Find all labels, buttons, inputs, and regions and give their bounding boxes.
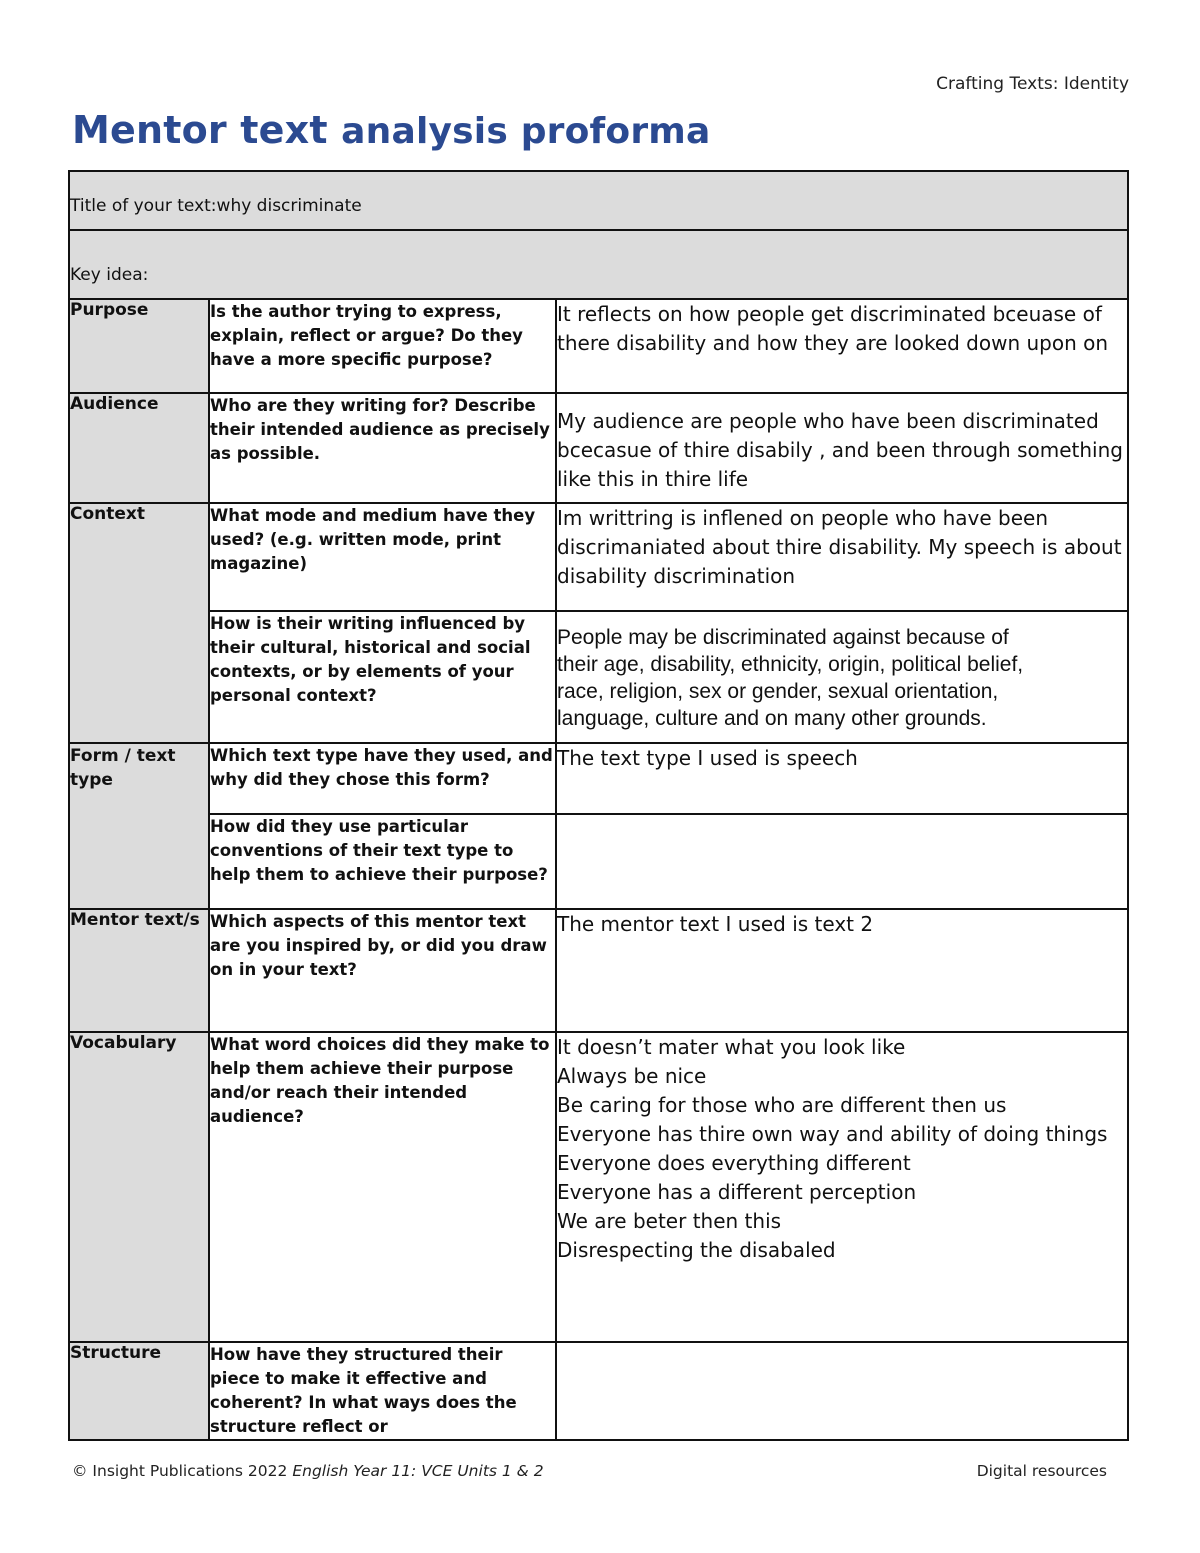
answer-line: their age, disability, ethnicity, origin, political belief,	[557, 653, 1024, 676]
footer-copyright	[72, 1462, 544, 1480]
answer-cell[interactable]	[556, 743, 1128, 814]
answer-line: It doesn’t mater what you look like	[557, 1035, 906, 1059]
table-row-context	[69, 503, 1128, 611]
table-row-form	[69, 743, 1128, 814]
answer-line: Everyone has a different perception	[557, 1180, 917, 1204]
table-row-mentor-text	[69, 909, 1128, 1032]
answer-line: Everyone has thire own way and ability of doing things	[557, 1122, 1108, 1146]
key-idea-cell[interactable]: Key idea:	[69, 230, 1128, 299]
answer-cell[interactable]	[556, 393, 1128, 503]
row-prompt: Who are they writing for? Describe their intended audience as precisely as possible.	[209, 393, 556, 503]
answer-line: My audience are people who have been discriminated	[557, 409, 1099, 433]
row-prompt: How did they use particular conventions of their text type to help them to achieve their purpose?	[209, 814, 556, 909]
section-header: Crafting Texts: Identity	[936, 74, 1129, 94]
row-label: Purpose	[69, 299, 209, 393]
answer-line: there disability and how they are looked down upon on	[557, 331, 1109, 355]
row-label: Audience	[69, 393, 209, 503]
table-row-form-conventions	[69, 814, 1128, 909]
row-label: Vocabulary	[69, 1032, 209, 1342]
answer-line: The text type I used is speech	[557, 746, 858, 770]
answer-line: race, religion, sex or gender, sexual orientation,	[557, 680, 999, 703]
row-prompt: Is the author trying to express, explain, reflect or argue? Do they have a more specific purpose?	[209, 299, 556, 393]
answer-cell[interactable]	[556, 299, 1128, 393]
row-prompt: What word choices did they make to help them achieve their purpose and/or reach their intended audience?	[209, 1032, 556, 1342]
answer-cell[interactable]	[556, 503, 1128, 611]
title-of-text-cell[interactable]: Title of your text:why discriminate	[69, 171, 1128, 230]
answer-line: like this in thire life	[557, 467, 749, 491]
answer-line: We are beter then this	[557, 1209, 782, 1233]
answer-line: Everyone does everything different	[557, 1151, 911, 1175]
answer-cell-empty[interactable]	[556, 814, 1128, 909]
row-label: Structure	[69, 1342, 209, 1440]
row-label: Mentor text/s	[69, 909, 209, 1032]
row-label: Context	[69, 503, 209, 743]
title-row	[69, 171, 1128, 230]
table-row-structure	[69, 1342, 1128, 1440]
page-title-part1: Mentor text	[72, 108, 328, 152]
row-label: Form / text type	[69, 743, 209, 909]
key-idea-row	[69, 230, 1128, 299]
row-prompt: What mode and medium have they used? (e.g. written mode, print magazine)	[209, 503, 556, 611]
row-prompt: Which text type have they used, and why did they chose this form?	[209, 743, 556, 814]
proforma-table	[68, 170, 1129, 1441]
answer-line: Disrespecting the disabaled	[557, 1238, 836, 1262]
copyright-text: © Insight Publications 2022	[72, 1462, 288, 1480]
answer-cell[interactable]	[556, 909, 1128, 1032]
table-row-vocabulary	[69, 1032, 1128, 1342]
answer-cell[interactable]	[556, 611, 1128, 743]
table-row-purpose	[69, 299, 1128, 393]
answer-line: language, culture and on many other grounds.	[557, 707, 987, 730]
answer-line: bcecasue of thire disabily , and been through something	[557, 438, 1123, 462]
answer-cell-empty[interactable]	[556, 1342, 1128, 1440]
row-prompt: How have they structured their piece to make it effective and coherent? In what ways does the structure reflect or	[209, 1342, 556, 1440]
answer-line: It reflects on how people get discriminated bceuase of	[557, 302, 1102, 326]
page-title	[72, 108, 711, 152]
row-prompt: Which aspects of this mentor text are you inspired by, or did you draw on in your text?	[209, 909, 556, 1032]
page-title-part2: analysis proforma	[341, 111, 711, 152]
answer-cell[interactable]	[556, 1032, 1128, 1342]
answer-line: discrimaniated about thire disability. My speech is about	[557, 535, 1122, 559]
table-row-audience	[69, 393, 1128, 503]
answer-line: Be caring for those who are different then us	[557, 1093, 1007, 1117]
row-prompt: How is their writing influenced by their cultural, historical and social contexts, or by elements of your personal context?	[209, 611, 556, 743]
book-title: English Year 11: VCE Units 1 & 2	[292, 1462, 544, 1480]
footer-resources: Digital resources	[976, 1462, 1107, 1480]
answer-line: Im writtring is inflened on people who have been	[557, 506, 1049, 530]
table-row-context-influence	[69, 611, 1128, 743]
answer-line: People may be discriminated against because of	[557, 626, 1009, 649]
answer-line: The mentor text I used is text 2	[557, 912, 874, 936]
answer-line: disability discrimination	[557, 564, 796, 588]
answer-line: Always be nice	[557, 1064, 707, 1088]
